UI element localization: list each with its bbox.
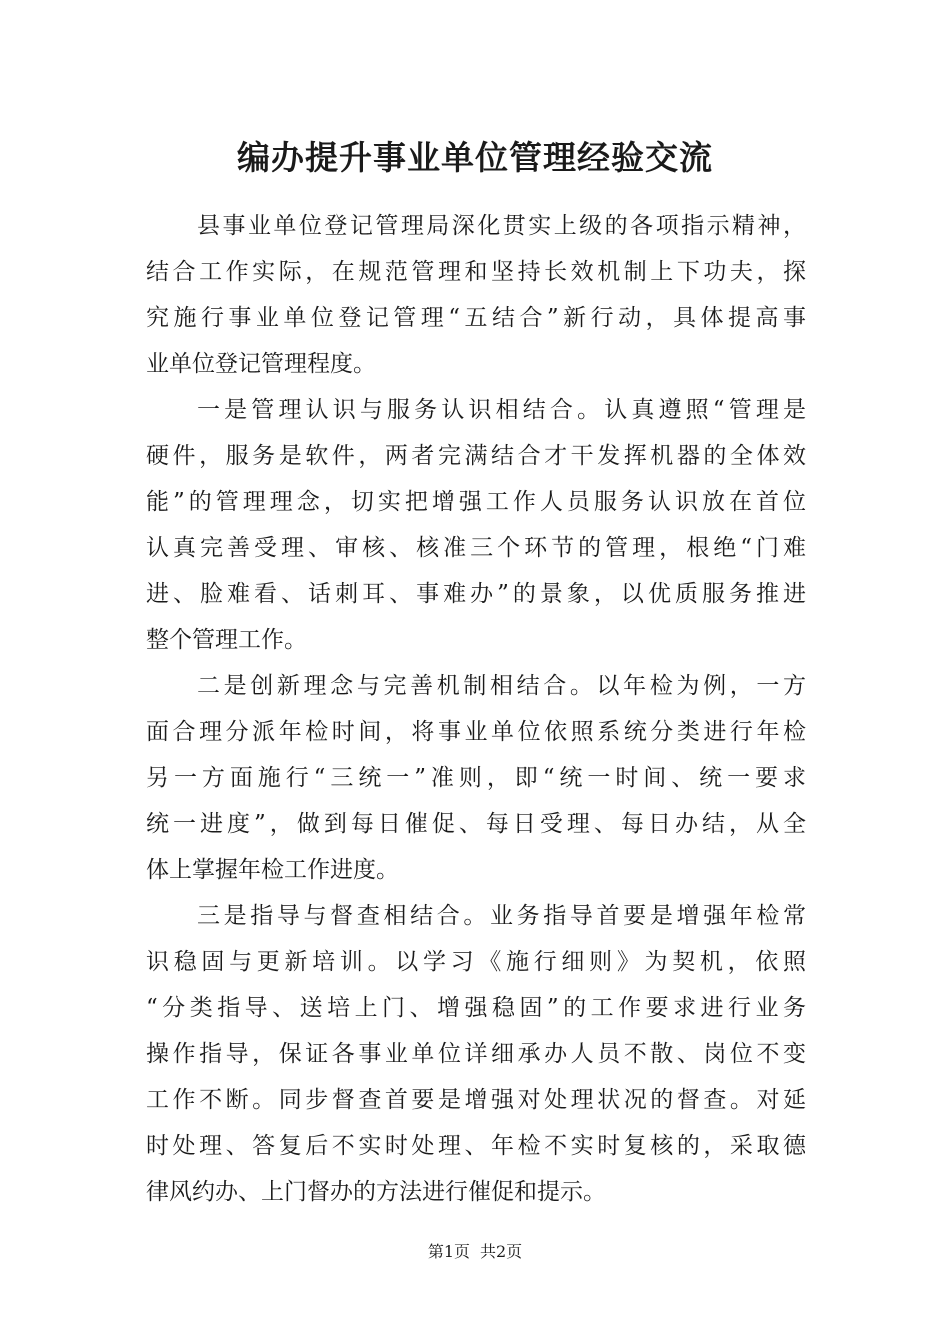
text-line: 一是管理认识与服务认识相结合。认真遵照“管理是 [197,397,806,423]
text-line: 能”的管理理念，切实把增强工作人员服务认识放在首位 [146,489,806,515]
text-line: 识稳固与更新培训。以学习《施行细则》为契机，依照 [146,949,806,975]
paragraph-point-three [146,893,806,1215]
text-line: 工作不断。同步督查首要是增强对处理状况的督查。对延 [146,1087,806,1113]
paragraph-intro [146,203,806,387]
page-total: 共2页 [480,1242,523,1261]
text-line: 时处理、答复后不实时处理、年检不实时复核的，采取德 [146,1133,806,1159]
paragraph-point-one [146,387,806,663]
document-body [146,203,806,1215]
text-line: 业单位登记管理程度。 [146,351,376,377]
page-footer [0,1240,950,1264]
text-line: 整个管理工作。 [146,627,307,653]
paragraph-point-two [146,663,806,893]
text-line: 律风约办、上门督办的方法进行催促和提示。 [146,1179,606,1205]
text-line: 另一方面施行“三统一”准则，即“统一时间、统一要求 [146,765,806,791]
text-line: 操作指导，保证各事业单位详细承办人员不散、岗位不变 [146,1041,806,1067]
text-line: 面合理分派年检时间，将事业单位依照系统分类进行年检 [146,719,806,745]
text-line: 硬件，服务是软件，两者完满结合才干发挥机器的全体效 [146,443,806,469]
text-line: 结合工作实际，在规范管理和坚持长效机制上下功夫，探 [146,259,806,285]
text-line: 统一进度”，做到每日催促、每日受理、每日办结，从全 [146,811,806,837]
text-line: 究施行事业单位登记管理“五结合”新行动，具体提高事 [146,305,806,331]
text-line: 进、脸难看、话刺耳、事难办”的景象，以优质服务推进 [146,581,806,607]
text-line: “分类指导、送培上门、增强稳固”的工作要求进行业务 [146,995,806,1021]
text-line: 县事业单位登记管理局深化贯实上级的各项指示精神， [197,213,806,239]
text-line: 三是指导与督查相结合。业务指导首要是增强年检常 [197,903,806,929]
document-title: 编办提升事业单位管理经验交流 [237,138,713,177]
text-line: 认真完善受理、审核、核准三个环节的管理，根绝“门难 [146,535,806,561]
text-line: 体上掌握年检工作进度。 [146,857,399,883]
page-number: 第1页 [427,1242,470,1261]
text-line: 二是创新理念与完善机制相结合。以年检为例，一方 [197,673,806,699]
